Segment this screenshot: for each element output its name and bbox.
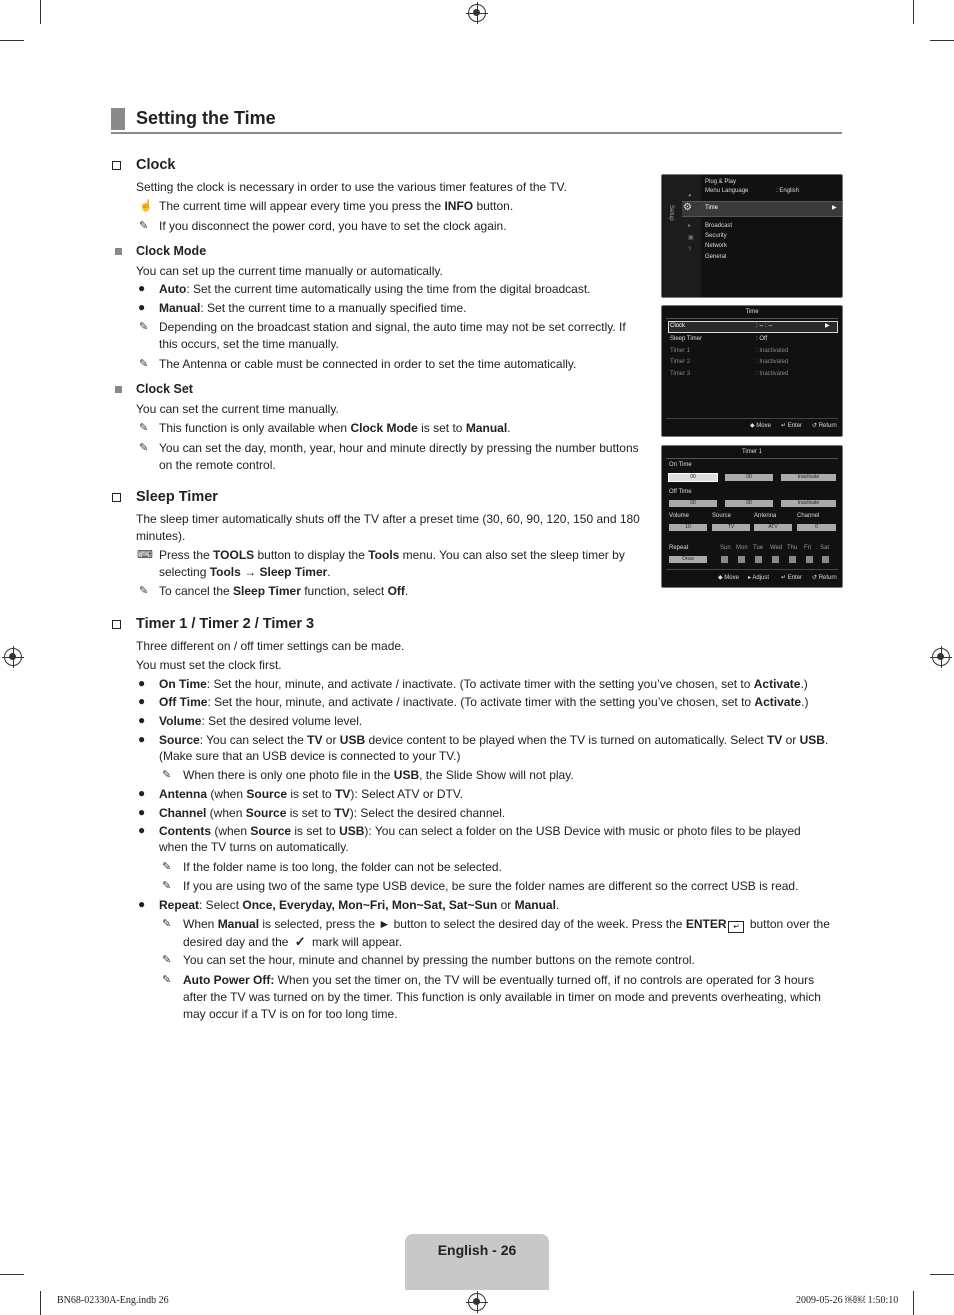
- bullet-icon: ●: [138, 694, 146, 708]
- clock-note-1: The current time will appear every time you press the INFO button.: [159, 199, 514, 213]
- bullet-icon: ●: [138, 281, 146, 295]
- note-icon: ✎: [162, 974, 172, 986]
- day-wed: Wed: [770, 545, 783, 551]
- menu-item-time[interactable]: Time: [705, 205, 719, 211]
- checkbox-icon: [112, 620, 121, 629]
- day-tue: Tue: [753, 545, 764, 551]
- bullet-icon: ●: [138, 713, 146, 727]
- channel-field[interactable]: 0: [797, 524, 836, 531]
- source-field[interactable]: TV: [712, 524, 750, 531]
- timer1-title: Timer 1: [741, 449, 763, 455]
- timer-source-note: When there is only one photo file in the USB, the Slide Show will not play.: [183, 768, 574, 782]
- support-icon: ?: [688, 247, 692, 253]
- picture-icon: ●: [688, 193, 692, 199]
- file-name: BN68-02330A-Eng.indb 26: [57, 1295, 169, 1306]
- day-checkbox[interactable]: [721, 556, 728, 563]
- checkbox-icon: [112, 161, 121, 170]
- square-bullet-icon: [115, 248, 122, 255]
- setup-side-label: Setup: [668, 205, 674, 221]
- gear-icon: ⚙: [683, 202, 692, 213]
- time-row-timer2[interactable]: Timer 2: [670, 359, 691, 365]
- antenna-field[interactable]: ATV: [754, 524, 792, 531]
- timer-volume: Volume: Set the desired volume level.: [159, 714, 363, 728]
- antenna-label: Antenna: [754, 513, 777, 519]
- day-sat: Sat: [820, 545, 830, 551]
- time-menu-screen: [661, 305, 843, 437]
- off-hour-field[interactable]: 00: [669, 500, 717, 507]
- clock-set-note-1: This function is only available when Clock Mode is set to Manual.: [159, 421, 511, 435]
- bullet-icon: ●: [138, 823, 146, 837]
- registration-mark-icon: [4, 648, 22, 666]
- clock-set-heading: Clock Set: [136, 382, 193, 396]
- sleep-tools-line1: Press the TOOLS button to display the Tools menu. You can also set the sleep timer by: [159, 548, 625, 562]
- clock-set-note-2-line1: You can set the day, month, year, hour and minute directly by pressing the number buttons: [159, 441, 639, 455]
- note-icon: ✎: [162, 954, 172, 966]
- registration-mark-icon: [932, 648, 950, 666]
- note-icon: ✎: [139, 220, 149, 232]
- menu-item-general[interactable]: General: [705, 254, 727, 260]
- page-number-tab: [405, 1234, 549, 1290]
- square-bullet-icon: [115, 386, 122, 393]
- time-row-clock[interactable]: Clock: [670, 323, 686, 329]
- crop-mark: [0, 40, 24, 41]
- registration-mark-icon: [468, 1293, 486, 1311]
- day-mon: Mon: [736, 545, 748, 551]
- crop-mark: [40, 0, 41, 24]
- time-row-sleep-value: : Off: [756, 336, 768, 342]
- source-label: Source: [712, 513, 732, 519]
- arrow-right-icon: ▶: [825, 323, 830, 329]
- return-hint: ↺ Return: [812, 423, 837, 429]
- timer-auto-power-off-line2: after the TV was turned on by the timer. This function is only available in timer on mode and prevents overheating, which: [183, 990, 821, 1004]
- timer1-screen: [661, 445, 843, 588]
- menu-item-security[interactable]: Security: [705, 233, 727, 239]
- menu-item-plug-play[interactable]: Plug & Play: [705, 179, 737, 185]
- timer-repeat: Repeat: Select Once, Everyday, Mon~Fri, Mon~Sat, Sat~Sun or Manual.: [159, 898, 560, 912]
- crop-mark: [913, 1291, 914, 1315]
- repeat-label: Repeat: [669, 545, 689, 551]
- title-accent: [111, 108, 125, 130]
- time-row-timer1[interactable]: Timer 1: [670, 348, 691, 354]
- menu-item-menu-language[interactable]: Menu Language: [705, 188, 749, 194]
- return-hint: ↺ Return: [812, 575, 837, 581]
- move-hint: ◆ Move: [718, 575, 739, 581]
- day-thu: Thu: [787, 545, 798, 551]
- timer-contents-line1: Contents (when Source is set to USB): You can select a folder on the USB Device with music or photo files to be played: [159, 824, 801, 838]
- timer-antenna: Antenna (when Source is set to TV): Select ATV or DTV.: [159, 787, 464, 801]
- day-fri: Fri: [804, 545, 811, 551]
- on-time-label: On Time: [669, 462, 692, 468]
- sleep-heading: Sleep Timer: [136, 489, 218, 505]
- app-icon: ▣: [688, 235, 694, 241]
- note-icon: ✎: [162, 861, 172, 873]
- bullet-icon: ●: [138, 732, 146, 746]
- day-sun: Sun: [720, 545, 731, 551]
- note-icon: ✎: [139, 358, 149, 370]
- timer-repeat-note-1-line2: desired day and the ✓ mark will appear.: [183, 934, 403, 949]
- clock-mode-note-1-line2: this occurs, set the time manually.: [159, 337, 339, 351]
- clock-mode-manual: Manual: Set the current time to a manually specified time.: [159, 301, 467, 315]
- bullet-icon: ●: [138, 676, 146, 690]
- day-checkbox[interactable]: [755, 556, 762, 563]
- sleep-cancel-note: To cancel the Sleep Timer function, select Off.: [159, 584, 409, 598]
- clock-set-note-2-line2: on the remote control.: [159, 458, 276, 472]
- timer-auto-power-off-line1: Auto Power Off: When you set the timer on, the TV will be eventually turned off, if no controls are operated for 3 hours: [183, 973, 815, 987]
- clock-mode-note-2: The Antenna or cable must be connected in order to set the time automatically.: [159, 357, 577, 371]
- timer-intro-2: You must set the clock first.: [136, 658, 282, 672]
- note-icon: ✎: [139, 321, 149, 333]
- timer-repeat-note-1-line1: When Manual is selected, press the ► button to select the desired day of the week. Press the ENTER ↵ button over the: [183, 917, 830, 931]
- note-icon: ✎: [162, 769, 172, 781]
- time-row-sleep[interactable]: Sleep Timer: [670, 336, 703, 342]
- day-checkbox[interactable]: [822, 556, 829, 563]
- timer-intro-1: Three different on / off timer settings can be made.: [136, 639, 405, 653]
- clock-mode-auto: Auto: Set the current time automatically using the time from the digital broadcast.: [159, 282, 591, 296]
- off-minute-field[interactable]: 00: [725, 500, 773, 507]
- clock-intro: Setting the clock is necessary in order to use the various timer features of the TV.: [136, 180, 567, 194]
- bullet-icon: ●: [138, 897, 146, 911]
- section-title-bar: [111, 108, 842, 134]
- sleep-intro-line1: The sleep timer automatically shuts off the TV after a preset time (30, 60, 90, 120, 150 and 180: [136, 512, 640, 526]
- timer-channel: Channel (when Source is set to TV): Select the desired channel.: [159, 806, 506, 820]
- volume-field[interactable]: 10: [669, 524, 707, 531]
- move-hint: ◆ Move: [750, 423, 771, 429]
- clock-note-2: If you disconnect the power cord, you have to set the clock again.: [159, 219, 507, 233]
- time-menu-title: Time: [745, 309, 759, 315]
- bullet-icon: ●: [138, 300, 146, 314]
- day-checkbox[interactable]: [806, 556, 813, 563]
- day-checkbox[interactable]: [789, 556, 796, 563]
- crop-mark: [913, 0, 914, 24]
- menu-item-broadcast[interactable]: Broadcast: [705, 223, 733, 229]
- time-row-timer3[interactable]: Timer 3: [670, 371, 691, 377]
- on-activate-field[interactable]: Inactivate: [781, 474, 836, 481]
- note-icon: ✎: [139, 422, 149, 434]
- enter-hint: ↵ Enter: [781, 575, 803, 581]
- timer-contents-note-2: If you are using two of the same type USB device, be sure the folder names are different so the correct USB is read.: [183, 879, 799, 893]
- time-row-timer3-value: : Inactivated: [756, 371, 789, 377]
- enter-hint: ↵ Enter: [781, 423, 803, 429]
- sleep-intro-line2: minutes).: [136, 529, 186, 543]
- checkmark-icon: ✓: [294, 934, 306, 949]
- checkbox-icon: [112, 493, 121, 502]
- crop-mark: [0, 1274, 24, 1275]
- timer-contents-note-1: If the folder name is too long, the folder can not be selected.: [183, 860, 502, 874]
- time-row-timer1-value: : Inactivated: [756, 348, 789, 354]
- day-checkbox[interactable]: [772, 556, 779, 563]
- time-row-clock-value: : -- : --: [756, 323, 773, 329]
- time-row-timer2-value: : Inactivated: [756, 359, 789, 365]
- note-icon: ✎: [162, 880, 172, 892]
- timer-on-time: On Time: Set the hour, minute, and activate / inactivate. (To activate timer with the setting you’ve chosen, set to Activate.): [159, 677, 808, 691]
- clock-mode-intro: You can set up the current time manually or automatically.: [136, 264, 443, 278]
- clock-set-intro: You can set the current time manually.: [136, 402, 339, 416]
- timer-source-line1: Source: You can select the TV or USB device content to be played when the TV is turned on automatically. Select TV or USB.: [159, 733, 829, 747]
- channel-label: Channel: [797, 513, 820, 519]
- setup-menu-screen: [661, 174, 843, 298]
- note-icon: ✎: [139, 585, 149, 597]
- clock-heading: Clock: [136, 157, 176, 173]
- adjust-hint: ▸ Adjust: [748, 575, 770, 581]
- print-date: 2009-05-26 ￼￼ 1:50:10: [796, 1295, 899, 1306]
- bullet-icon: ●: [138, 786, 146, 800]
- note-icon: ✎: [162, 918, 172, 930]
- sleep-tools-line2: selecting Tools → Sleep Timer.: [159, 565, 331, 579]
- menu-language-value: : English: [776, 188, 800, 194]
- timer-repeat-note-2: You can set the hour, minute and channel by pressing the number buttons on the remote control.: [183, 953, 695, 967]
- timer-off-time: Off Time: Set the hour, minute, and activate / inactivate. (To activate timer with the setting you’ve chosen, set to Activate.): [159, 695, 809, 709]
- volume-label: Volume: [669, 513, 690, 519]
- timer-auto-power-off-line3: may occur if a TV is on for too long time.: [183, 1007, 398, 1021]
- menu-item-network[interactable]: Network: [705, 243, 728, 249]
- timer-heading: Timer 1 / Timer 2 / Timer 3: [136, 616, 315, 632]
- day-checkbox[interactable]: [738, 556, 745, 563]
- input-icon: ▸: [688, 223, 692, 229]
- registration-mark-icon: [468, 4, 486, 22]
- repeat-field[interactable]: Once: [669, 556, 707, 563]
- off-time-label: Off Time: [669, 489, 692, 495]
- clock-mode-note-1-line1: Depending on the broadcast station and signal, the auto time may not be set correctly. If: [159, 320, 626, 334]
- tools-icon: ⌨: [137, 549, 153, 561]
- page-number: English - 26: [437, 1242, 517, 1258]
- on-hour-field[interactable]: 00: [669, 474, 717, 481]
- bullet-icon: ●: [138, 805, 146, 819]
- timer-source-line2: (Make sure that an USB device is connected to your TV.): [159, 749, 461, 763]
- clock-mode-heading: Clock Mode: [136, 244, 207, 258]
- on-minute-field[interactable]: 00: [725, 474, 773, 481]
- crop-mark: [930, 1274, 954, 1275]
- crop-mark: [40, 1291, 41, 1315]
- off-activate-field[interactable]: Inactivate: [781, 500, 836, 507]
- timer-contents-line2: when the TV turns on automatically.: [159, 840, 349, 854]
- page-title: Setting the Time: [136, 108, 276, 128]
- note-icon: ✎: [139, 442, 149, 454]
- arrow-right-icon: ▶: [832, 205, 837, 211]
- enter-icon: ↵: [728, 921, 744, 933]
- crop-mark: [930, 40, 954, 41]
- info-note-icon: ☝: [139, 200, 153, 212]
